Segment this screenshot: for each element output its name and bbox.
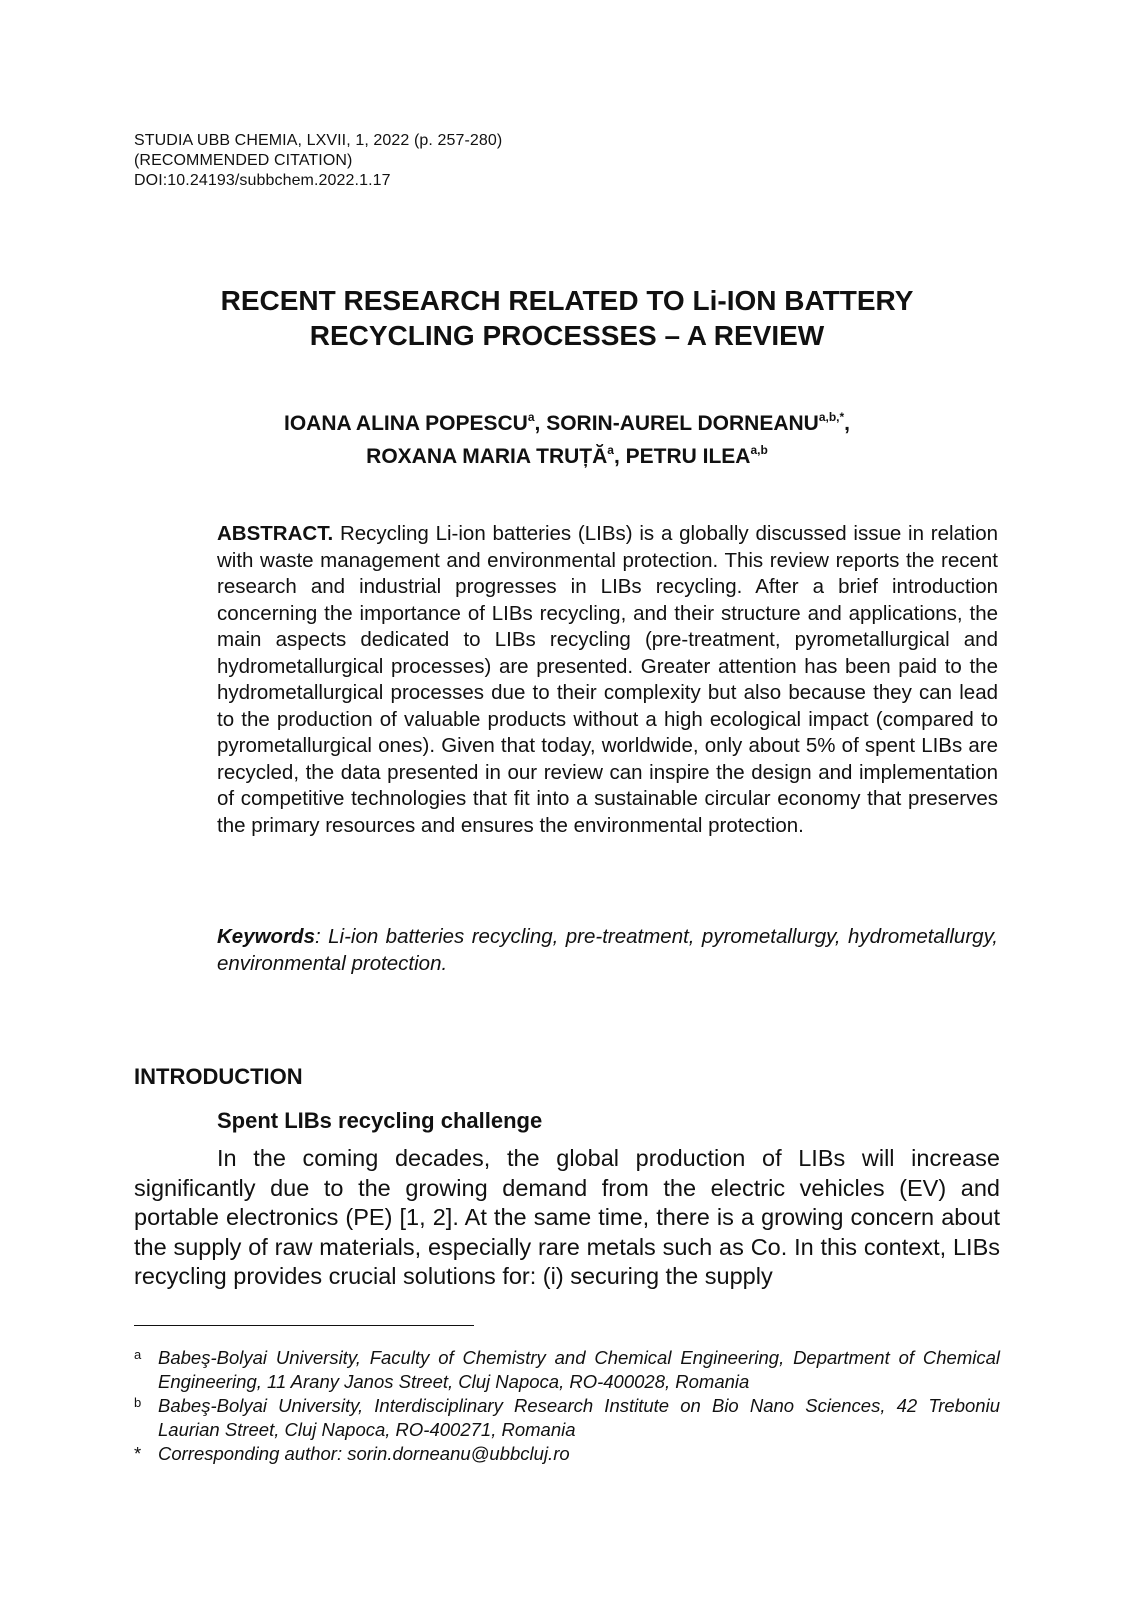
title-line-2: RECYCLING PROCESSES – A REVIEW: [309, 320, 825, 351]
footnote-text: Corresponding author: sorin.dorneanu@ubbcluj.ro: [158, 1443, 570, 1464]
author-separator: ,: [844, 412, 851, 435]
footnote-a: [134, 1346, 1000, 1393]
subsection-heading: Spent LIBs recycling challenge: [217, 1108, 543, 1133]
journal-citation: STUDIA UBB CHEMIA, LXVII, 1, 2022 (p. 257-280): [134, 132, 503, 149]
body-paragraph: In the coming decades, the global production of LIBs will increase significantly due to the growing demand from the electric vehicles (EV) and portable electronics (PE) [1, 2]. At the same time, there is a growing concern about the supply of raw materials, especially rare metals such as Co. In this context, LIBs recycling provides crucial solutions for: (i) securing the supply: [134, 1145, 1000, 1289]
footnotes: [134, 1346, 1000, 1467]
abstract-text: Recycling Li-ion batteries (LIBs) is a globally discussed issue in relation with waste management and environmental protection. This review reports the recent research and industrial progresses in LIBs recycling. After a brief introduction concerning the importance of LIBs recycling, and their structure and applications, the main aspects dedicated to LIBs recycling (pre-treatment, pyrometallurgical and hydrometallurgical processes) are presented. Greater attention has been paid to the hydrometallurgical processes due to their complexity but also because they can lead to the production of valuable products without a high ecological impact (compared to pyrometallurgical ones). Given that today, worldwide, only about 5% of spent LIBs are recycled, the data presented in our review can inspire the design and implementation of competitive technologies that fit into a sustainable circular economy that preserves the primary resources and ensures the environmental protection.: [217, 522, 998, 837]
journal-header: [134, 131, 502, 191]
paper-title: [134, 283, 1000, 353]
author-list: [134, 407, 1000, 473]
author-separator: ,: [534, 412, 547, 435]
author-affiliation: a,b: [750, 443, 768, 457]
footnote-b: [134, 1394, 1000, 1441]
keywords-text: : Li-ion batteries recycling, pre-treatment, pyrometallurgy, hydrometallurgy, environmental protection.: [217, 925, 998, 975]
keywords: [217, 924, 998, 977]
footnote-text: Babeş-Bolyai University, Interdisciplinary Research Institute on Bio Nano Sciences, 42 Treboniu Laurian Street, Cluj Napoca, RO-400271, Romania: [158, 1395, 1000, 1440]
authors-line-2: [134, 440, 1000, 473]
citation-note: (RECOMMENDED CITATION): [134, 152, 353, 169]
footnote-corresponding: [134, 1442, 1000, 1466]
author-affiliation: a,b,*: [818, 410, 845, 424]
author-name: ROXANA MARIA TRUȚĂ: [366, 445, 608, 468]
author-separator: ,: [613, 445, 626, 468]
footnote-text: Babeş-Bolyai University, Faculty of Chemistry and Chemical Engineering, Department of Chemical Engineering, 11 Arany Janos Street, Cluj Napoca, RO-400028, Romania: [158, 1347, 1000, 1392]
footnote-divider: [134, 1325, 474, 1326]
abstract: [217, 521, 998, 839]
authors-line-1: [134, 407, 1000, 440]
footnote-mark: *: [134, 1443, 142, 1464]
title-line-1: RECENT RESEARCH RELATED TO Li-ION BATTERY: [220, 285, 914, 316]
doi: DOI:10.24193/subbchem.2022.1.17: [134, 172, 391, 189]
author-affiliation: a: [527, 410, 535, 424]
author-affiliation: a: [607, 443, 614, 457]
abstract-label: ABSTRACT.: [217, 522, 334, 545]
footnote-mark: b: [134, 1395, 142, 1410]
author-name: IOANA ALINA POPESCU: [283, 412, 528, 435]
section-heading-introduction: INTRODUCTION: [134, 1064, 303, 1089]
footnote-mark: a: [134, 1347, 142, 1362]
author-name: SORIN-AUREL DORNEANU: [546, 412, 819, 435]
author-name: PETRU ILEA: [625, 445, 751, 468]
keywords-label: Keywords: [217, 925, 315, 948]
